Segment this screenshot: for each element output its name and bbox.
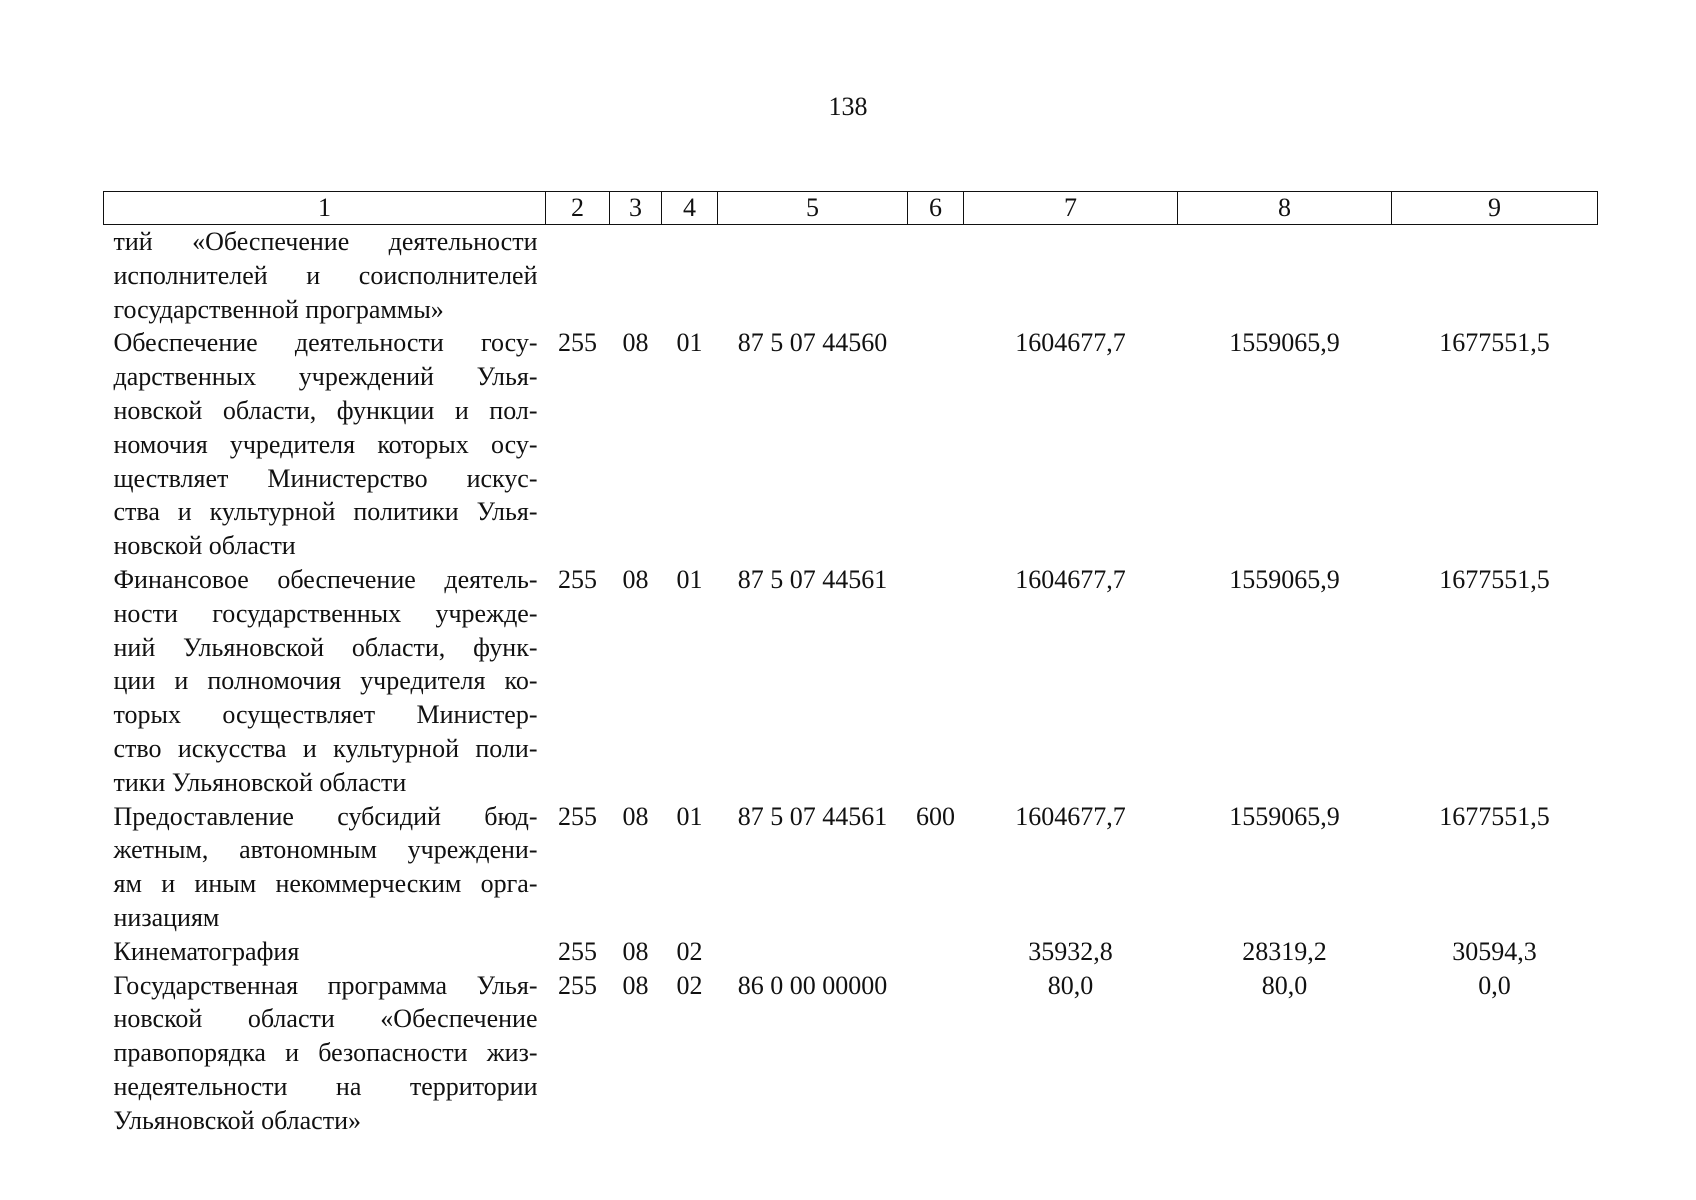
description-line: ство искусства и культурной поли- <box>113 733 538 763</box>
amount-value: 1677551,5 <box>1439 564 1550 594</box>
admin-code: 255 <box>558 564 597 594</box>
amount-year-2 <box>1178 326 1392 563</box>
amount-year-1 <box>964 800 1178 935</box>
description-line: новской области <box>113 531 296 561</box>
table-row <box>104 969 1598 1138</box>
admin-code: 255 <box>558 936 597 966</box>
subsection-code: 01 <box>676 801 703 831</box>
description-line: Предоставление субсидий бюд- <box>113 801 538 831</box>
row-description <box>104 326 546 563</box>
amount-value: 0,0 <box>1478 970 1511 1000</box>
column-header-3: 3 <box>610 192 662 225</box>
description-line: тики Ульяновской области <box>113 767 407 797</box>
table-row <box>104 800 1598 935</box>
section-code: 08 <box>622 936 649 966</box>
amount-value: 1677551,5 <box>1439 328 1550 358</box>
column-header-5: 5 <box>718 192 908 225</box>
table-header <box>104 192 1598 225</box>
description-line: Кинематография <box>113 936 300 966</box>
description-line: Государственная программа Улья- <box>113 970 538 1000</box>
table-body <box>104 225 1598 1138</box>
expense-type-code <box>908 326 964 563</box>
amount-value: 1604677,7 <box>1015 328 1126 358</box>
description-line: ний Ульяновской области, функ- <box>113 632 538 662</box>
table-row <box>104 935 1598 969</box>
target-article-code <box>718 935 908 969</box>
column-header-4: 4 <box>662 192 718 225</box>
description-line: правопорядка и безопасности жиз- <box>113 1038 538 1068</box>
description-line: жетным, автономным учреждени- <box>113 835 538 865</box>
amount-value: 80,0 <box>1261 970 1308 1000</box>
column-header-7: 7 <box>964 192 1178 225</box>
description-line: новской области «Обеспечение <box>113 1004 538 1034</box>
amount-year-2 <box>1178 969 1392 1138</box>
target-article-code: 87 5 07 44560 <box>737 328 888 358</box>
amount-year-1 <box>964 563 1178 800</box>
description-line: недеятельности на территории <box>113 1071 538 1101</box>
amount-value: 1559065,9 <box>1229 801 1340 831</box>
amount-year-3 <box>1392 935 1598 969</box>
description-line: новской области, функции и пол- <box>113 395 538 425</box>
table-row <box>104 563 1598 800</box>
description-line: государственной программы» <box>113 294 444 324</box>
description-line: Финансовое обеспечение деятель- <box>113 564 538 594</box>
target-article-code: 87 5 07 44561 <box>737 801 888 831</box>
target-article-code: 86 0 00 00000 <box>737 970 888 1000</box>
row-description <box>104 800 546 935</box>
column-header-9: 9 <box>1392 192 1598 225</box>
column-header-8: 8 <box>1178 192 1392 225</box>
table-row <box>104 326 1598 563</box>
amount-year-1 <box>964 326 1178 563</box>
section-code: 08 <box>622 970 649 1000</box>
column-header-6: 6 <box>908 192 964 225</box>
header-row <box>104 192 1598 225</box>
row-description <box>104 969 546 1138</box>
description-line: номочия учредителя которых осу- <box>113 429 538 459</box>
description-line: тий «Обеспечение деятельности <box>113 227 538 256</box>
description-line: ности государственных учрежде- <box>113 598 538 628</box>
section-code: 08 <box>622 328 649 358</box>
section-code: 08 <box>622 801 649 831</box>
amount-value: 35932,8 <box>1028 936 1113 966</box>
expense-type-code: 600 <box>916 801 955 831</box>
page-number: 138 <box>828 92 868 121</box>
section-code: 08 <box>622 564 649 594</box>
description-line: низациям <box>113 902 220 932</box>
amount-value: 1559065,9 <box>1229 328 1340 358</box>
expense-type-code <box>908 563 964 800</box>
description-line: Обеспечение деятельности госу- <box>113 328 538 358</box>
description-line: ществляет Министерство искус- <box>113 463 538 493</box>
row-description <box>104 563 546 800</box>
amount-year-2 <box>1178 935 1392 969</box>
admin-code: 255 <box>558 970 597 1000</box>
amount-value: 28319,2 <box>1242 936 1327 966</box>
continuation-row <box>104 225 1598 327</box>
admin-code: 255 <box>558 801 597 831</box>
expense-type-code <box>908 969 964 1138</box>
budget-table <box>103 191 1598 1138</box>
amount-year-3 <box>1392 800 1598 935</box>
description-line: торых осуществляет Министер- <box>113 700 538 730</box>
description-line: Ульяновской области» <box>113 1105 361 1135</box>
amount-value: 1604677,7 <box>1015 564 1126 594</box>
description-line: ства и культурной политики Улья- <box>113 497 538 527</box>
amount-value: 80,0 <box>1047 970 1094 1000</box>
subsection-code: 02 <box>676 936 703 966</box>
subsection-code: 02 <box>676 970 703 1000</box>
description-line: ям и иным некоммерческим орга- <box>113 869 538 899</box>
target-article-code: 87 5 07 44561 <box>737 564 888 594</box>
amount-year-3 <box>1392 326 1598 563</box>
row-description <box>104 935 546 969</box>
subsection-code: 01 <box>676 328 703 358</box>
amount-year-1 <box>964 935 1178 969</box>
amount-year-2 <box>1178 563 1392 800</box>
continuation-description <box>104 225 546 327</box>
column-header-2: 2 <box>546 192 610 225</box>
subsection-code: 01 <box>676 564 703 594</box>
amount-year-2 <box>1178 800 1392 935</box>
amount-value: 30594,3 <box>1452 936 1537 966</box>
description-line: ции и полномочия учредителя ко- <box>113 666 538 696</box>
amount-value: 1677551,5 <box>1439 801 1550 831</box>
amount-year-3 <box>1392 563 1598 800</box>
expense-type-code <box>908 935 964 969</box>
description-line: исполнителей и соисполнителей <box>113 260 538 290</box>
amount-year-3 <box>1392 969 1598 1138</box>
amount-year-1 <box>964 969 1178 1138</box>
column-header-1: 1 <box>104 192 546 225</box>
description-line: дарственных учреждений Улья- <box>113 362 538 392</box>
amount-value: 1604677,7 <box>1015 801 1126 831</box>
amount-value: 1559065,9 <box>1229 564 1340 594</box>
admin-code: 255 <box>558 328 597 358</box>
